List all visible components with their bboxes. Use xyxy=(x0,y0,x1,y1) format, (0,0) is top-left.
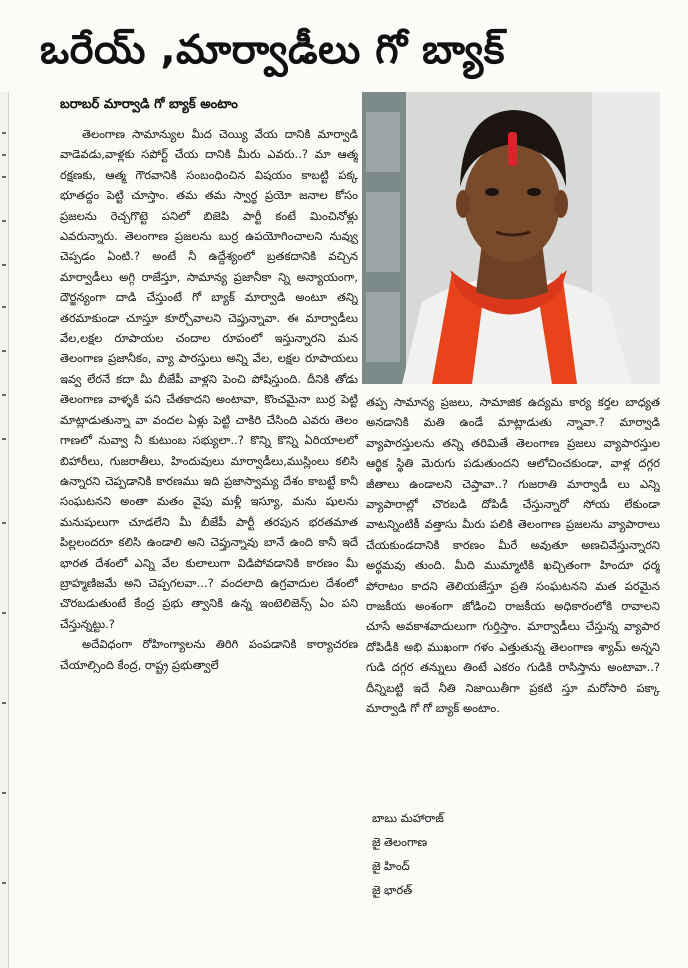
author-signature xyxy=(372,806,572,902)
slogan-line: జై తెలంగాణ xyxy=(372,835,428,849)
article-headline: ఒరేయ్ ,మార్వాడీలు గో బ్యాక్ xyxy=(40,27,506,73)
article-photo xyxy=(362,92,660,384)
slogan-line: జై భారత్ xyxy=(372,883,413,897)
body-paragraph: తప్ప సామాన్య ప్రజలు, సామాజిక ఉద్యమ కార్య కర్తల బాధ్యత అనడానికి మతి ఉండే మాట్లాడుతు న్నావా.? మార్వాడి వ్యాపారస్తులను తన్ని తరిమితే తెలంగాణ ప్రజలు వ్యాపారస్తుల ఆర్థిక స్థితి మెరుగు పడుతుందని ఆలోచించకుండా, వాళ్ల దగ్గర జీతాలు ఉండాలని చెప్తావా..? గుజరాతి మార్వాడీ లు ఎన్ని వ్యాపారాల్లో చొరబడి దోపిడీ చేస్తున్నారో సోయ లేకుండా వాటన్నింటికీ వత్తాసు మీరు పలికి తెలంగాణ ప్రజలను వ్యాపారాలు చేయకుండదానికి కారణం మీరే అవుతూ అణచివేస్తున్నారని అర్థమవు తుంది. మీది ముమ్మాటికి ఖచ్చితంగా హిందూ ధర్మ పోరాటం కాదని తెలియజేస్తూ ప్రతి సంఘటనని మత పరమైన రాజకీయ అంశంగా జోడించి రాజకీయ అధికారంలోకి రావాలని చూసే అవకాశవాదులుగా గుర్తిస్తాం. మార్వాడీలు చేస్తున్న వ్యాపార దోపిడీకి అభి ముఖంగా గళం ఎత్తుతున్న తెలంగాణ శ్యామ్ అన్నని గుడి దగ్గర తన్నులు తింటే ఎకరం గుడికి రాసిస్తాను అంటావా..? దీన్నిబట్టి ఇదే నీతి నిజాయితీగా ప్రకటి స్తూ మరోసారి పక్కా మార్వాడి గో గో బ్యాక్ అంటాం. xyxy=(366,395,660,716)
body-paragraph: అదేవిధంగా రోహింగ్యాలను తిరిగి పంపడానికి కార్యాచరణ చేయాల్సింది కేంద్ర, రాష్ట్ర ప్రభుత్వాలే xyxy=(60,637,358,672)
adjacent-column-edge xyxy=(0,92,9,968)
body-paragraph: తెలంగాణ సామాన్యుల మీద చెయ్యి వేయ దానికి మార్వాడి వాడెవడు,వాళ్లకు సపోర్ట్ చేయ దానికి మీరు ఎవరు..? మా ఆత్మ రక్షణకు, ఆత్మ గౌరవానికి సంబంధించిన విషయం కాబట్టి పక్క భూతద్దం పెట్టి చూస్తాం. తమ తమ స్వార్థ ప్రయో జనాల కోసం ప్రజలను రెచ్చగొట్టె పనిలో బిజెపి పార్టీ కంటే మించినోళ్లు ఎవరున్నారు. తెలంగాణ ప్రజలను బుర్ర ఉపయోగించాలని నువ్వు చెప్పడం ఏంటి.? అంటే నీ ఉద్దేశ్యంలో బ్రతకదానికి వచ్చిన మార్వాడీలు అగ్గి రాజేస్తూ, సామాన్య ప్రజానీకా న్ని అన్యాయంగా, దౌర్జన్యంగా దాడి చేస్తుంటే గో బ్యాక్ మార్వాడి అంటూ తన్ని తరమాకుండా చూస్తూ కూర్చోవాలని చెప్తున్నావా. ఈ మార్వాడీలు వేల,లక్షల రూపాయల చందాల రూపంలో ఇస్తున్నారని మన తెలంగాణ ప్రజానీకం, వ్యా పారస్తులు అన్ని వేల, లక్షల రూపాయలు ఇవ్వ లేరనే కదా మీ బీజేపీ వాళ్లని పెంచి పోషిస్తుంది. దీనికి తోడు తెలంగాణ వాళ్ళకి పని చేతకాదని అంటావా, కొంచమైనా బుర్ర పెట్టి మాట్లాడుతున్నా వా వందల ఏళ్లు పెట్టి చాకిరి చేసింది ఎవరు తెలం గాణలో నువ్వా నీ కుటుంబ సభ్యులా..? కొన్ని కొన్ని ఏరియాలలో బిహారీలు, గుజరాతీలు, హిందువులు మార్వాడీలు,ముస్లింలు కలిసి ఉన్నారని చెప్పడానికి కారణము ఇది ప్రజాస్వామ్య దేశం కాబట్టే కానీ సంఘటనని అంతా మతం వైపు మళ్లీ ఇస్యూ, మను షులను మనుషులుగా చూడలేని మీ బీజేపీ పార్టీ తరపున భరతమాత పిల్లలందరూ కలిసి ఉండాలి అని చెప్తున్నావు బానే ఉంది కానీ ఇదే భారత దేశంలో ఎన్ని వేల కులాలుగా విడిపోవడానికి కారణం మీ బ్రాహ్మణిజమే అని చెప్పగలవా...? వందలాది ఉగ్రవాదుల దేశంలో చొరబడుతుంటే కేంద్ర ప్రభు త్వానికి ఉన్న ఇంటెలిజెన్స్ ఏం పని చేస్తున్నట్టు.? xyxy=(60,127,358,631)
slogan-line: జై హింద్ xyxy=(372,859,410,873)
author-name: బాబు మహారాజ్ xyxy=(372,811,444,825)
article-body-column-1 xyxy=(60,124,358,962)
article-subheadline: బరాబర్ మార్వాడి గో బ్యాక్ అంటాం xyxy=(60,97,238,112)
